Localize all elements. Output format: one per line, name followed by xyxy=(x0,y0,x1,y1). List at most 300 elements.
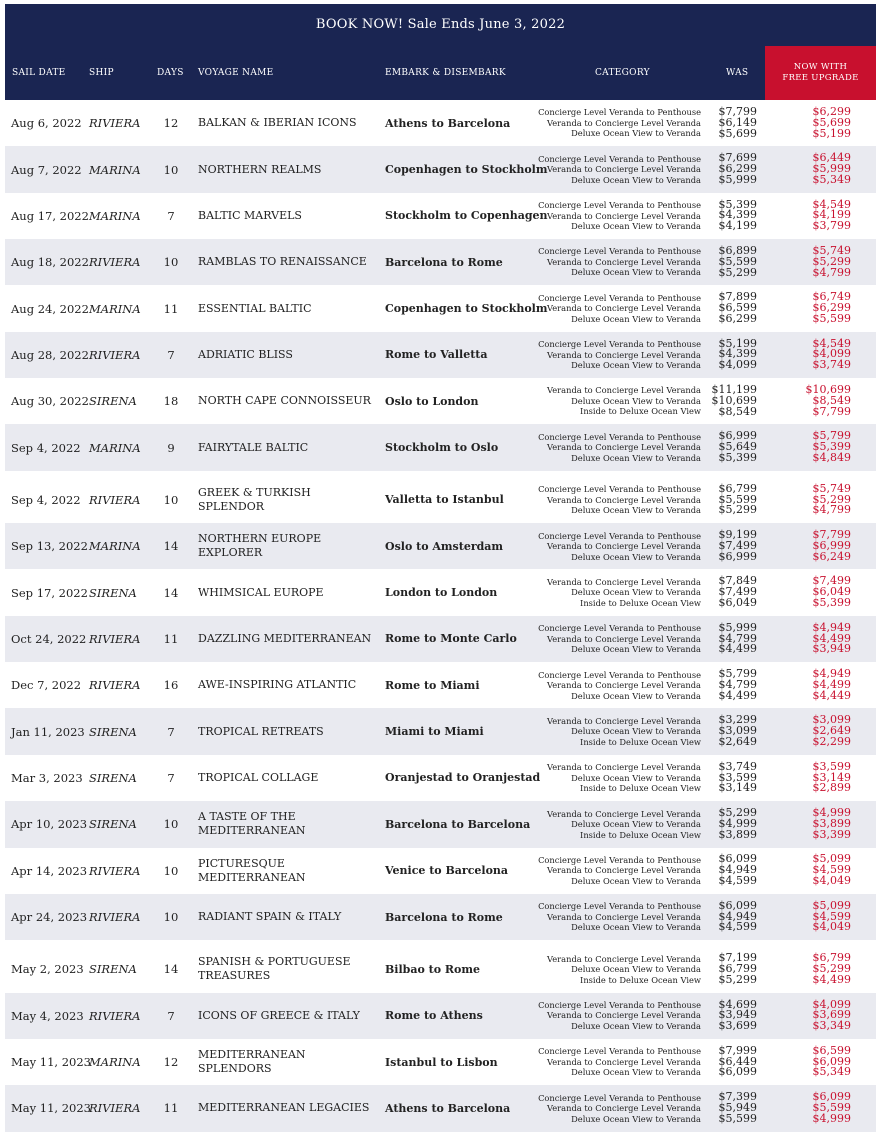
category-line: Deluxe Ocean View to Veranda xyxy=(571,587,701,598)
voyage-days: 11 xyxy=(163,631,179,646)
was-price-list xyxy=(701,801,757,847)
category-line: Concierge Level Veranda to Penthouse xyxy=(538,901,701,912)
now-price: $4,499 xyxy=(812,677,851,691)
now-price: $5,099 xyxy=(812,898,851,912)
was-price: $7,999 xyxy=(718,1043,757,1057)
ship-name: SIRENA xyxy=(89,724,137,739)
now-price: $6,299 xyxy=(812,301,851,315)
category-line: Deluxe Ocean View to Veranda xyxy=(571,174,701,185)
header-voyage-name: VOYAGE NAME xyxy=(198,68,274,78)
embark-disembark: Oslo to London xyxy=(385,394,479,408)
was-price-list xyxy=(701,477,757,523)
was-price: $6,599 xyxy=(718,301,757,315)
was-price: $6,999 xyxy=(718,429,757,443)
ship-name: RIVIERA xyxy=(89,492,141,507)
now-price-list xyxy=(795,1039,851,1085)
was-price: $6,899 xyxy=(718,244,757,257)
voyage-days: 7 xyxy=(167,1008,175,1023)
now-price: $4,599 xyxy=(812,909,851,923)
category-line: Deluxe Ocean View to Veranda xyxy=(571,505,701,516)
was-price-list xyxy=(701,569,757,615)
table-row xyxy=(5,708,876,754)
was-price: $7,199 xyxy=(718,951,757,965)
header-embark: EMBARK & DISEMBARK xyxy=(385,68,506,78)
was-price: $3,899 xyxy=(718,827,757,841)
category-list xyxy=(505,1085,701,1131)
voyage-days: 10 xyxy=(163,817,179,832)
now-price: $5,299 xyxy=(812,492,851,506)
table-row xyxy=(5,146,876,192)
table-row xyxy=(5,569,876,615)
was-price: $5,599 xyxy=(718,254,757,268)
now-price: $6,049 xyxy=(812,585,851,599)
now-price: $8,549 xyxy=(812,393,851,407)
category-line: Concierge Level Veranda to Penthouse xyxy=(538,669,701,680)
ship-name: RIVIERA xyxy=(89,347,141,362)
category-line: Concierge Level Veranda to Penthouse xyxy=(538,339,701,350)
was-price: $9,199 xyxy=(718,528,757,542)
category-line: Veranda to Concierge Level Veranda xyxy=(547,633,701,644)
now-price: $3,599 xyxy=(812,759,851,773)
voyage-days: 7 xyxy=(167,724,175,739)
was-price-list xyxy=(701,894,757,940)
voyage-name: NORTHERN EUROPE EXPLORER xyxy=(198,532,322,560)
header-ship: SHIP xyxy=(89,68,114,78)
ship-name: MARINA xyxy=(89,162,141,177)
was-price: $4,799 xyxy=(718,631,757,645)
voyage-days: 11 xyxy=(163,301,179,316)
was-price: $5,299 xyxy=(718,806,757,820)
was-price: $6,099 xyxy=(718,898,757,912)
voyage-name: RADIANT SPAIN & ITALY xyxy=(198,910,342,924)
category-line: Deluxe Ocean View to Veranda xyxy=(571,1067,701,1078)
was-price: $5,999 xyxy=(718,172,757,186)
now-price-list xyxy=(795,378,851,424)
was-price-list xyxy=(701,378,757,424)
now-price: $4,999 xyxy=(812,1111,851,1125)
category-line: Veranda to Concierge Level Veranda xyxy=(547,303,701,314)
voyage-name: WHIMSICAL EUROPE xyxy=(198,585,324,599)
category-list xyxy=(505,332,701,378)
voyage-days: 18 xyxy=(163,394,179,409)
was-price-list xyxy=(701,708,757,754)
category-line: Veranda to Concierge Level Veranda xyxy=(547,385,701,396)
was-price: $3,299 xyxy=(718,713,757,727)
was-price: $5,199 xyxy=(718,336,757,350)
sail-date: Aug 18, 2022 xyxy=(11,255,89,270)
was-price: $6,799 xyxy=(718,961,757,975)
sail-date: Aug 28, 2022 xyxy=(11,347,89,362)
embark-disembark: Rome to Miami xyxy=(385,678,480,692)
was-price: $4,499 xyxy=(718,688,757,702)
now-price-list xyxy=(795,100,851,146)
now-price: $6,749 xyxy=(812,290,851,304)
was-price-list xyxy=(701,146,757,192)
category-list xyxy=(505,894,701,940)
now-price: $2,299 xyxy=(812,735,851,749)
was-price-list xyxy=(701,616,757,662)
sail-date: May 4, 2023 xyxy=(11,1008,84,1023)
category-line: Concierge Level Veranda to Penthouse xyxy=(538,153,701,164)
embark-disembark: Bilbao to Rome xyxy=(385,962,481,976)
now-price: $3,149 xyxy=(812,770,851,784)
now-price: $4,099 xyxy=(812,347,851,361)
voyage-name: BALTIC MARVELS xyxy=(198,208,302,222)
sail-date: Aug 6, 2022 xyxy=(11,116,82,131)
was-price: $2,649 xyxy=(718,735,757,749)
table-row xyxy=(5,193,876,239)
was-price: $4,799 xyxy=(718,677,757,691)
ship-name: MARINA xyxy=(89,208,141,223)
voyage-days: 10 xyxy=(163,863,179,878)
voyage-days: 14 xyxy=(163,585,179,600)
table-row xyxy=(5,1085,876,1131)
voyage-name: BALKAN & IBERIAN ICONS xyxy=(198,116,357,130)
category-list xyxy=(505,285,701,331)
now-price: $6,249 xyxy=(812,549,851,563)
category-line: Inside to Deluxe Ocean View xyxy=(580,736,701,747)
category-line: Concierge Level Veranda to Penthouse xyxy=(538,107,701,118)
sail-date: Apr 14, 2023 xyxy=(11,863,88,878)
now-price: $3,699 xyxy=(812,1008,851,1022)
sail-date: Dec 7, 2022 xyxy=(11,678,82,693)
now-price: $4,849 xyxy=(812,450,851,464)
was-price: $4,599 xyxy=(718,920,757,934)
was-price: $6,449 xyxy=(718,1054,757,1068)
voyage-days: 11 xyxy=(163,1101,179,1116)
was-price-list xyxy=(701,1039,757,1085)
embark-disembark: London to London xyxy=(385,586,498,600)
voyage-rows xyxy=(5,100,876,1132)
ship-name: MARINA xyxy=(89,539,141,554)
ship-name: SIRENA xyxy=(89,394,137,409)
embark-disembark: Oslo to Amsterdam xyxy=(385,539,504,553)
category-line: Veranda to Concierge Level Veranda xyxy=(547,494,701,505)
embark-disembark: Copenhagen to Stockholm xyxy=(385,302,548,316)
embark-disembark: Athens to Barcelona xyxy=(385,116,511,130)
now-price: $4,099 xyxy=(812,997,851,1011)
sail-date: Sep 4, 2022 xyxy=(11,492,81,507)
ship-name: MARINA xyxy=(89,440,141,455)
sail-date: May 2, 2023 xyxy=(11,962,84,977)
voyage-days: 7 xyxy=(167,347,175,362)
header-was: WAS xyxy=(726,68,749,78)
table-row xyxy=(5,616,876,662)
now-price-list xyxy=(795,193,851,239)
now-price-list xyxy=(795,946,851,992)
category-line: Inside to Deluxe Ocean View xyxy=(580,829,701,840)
now-price-list xyxy=(795,894,851,940)
now-price: $6,449 xyxy=(812,151,851,165)
now-price-list xyxy=(795,146,851,192)
price-sheet xyxy=(5,4,876,1132)
sail-date: Apr 24, 2023 xyxy=(11,910,88,925)
voyage-name: GREEK & TURKISH SPLENDOR xyxy=(198,485,311,513)
category-line: Veranda to Concierge Level Veranda xyxy=(547,1010,701,1021)
category-line: Veranda to Concierge Level Veranda xyxy=(547,953,701,964)
category-line: Deluxe Ocean View to Veranda xyxy=(571,922,701,933)
was-price: $4,949 xyxy=(718,909,757,923)
now-price-list xyxy=(795,285,851,331)
category-list xyxy=(505,193,701,239)
now-price: $4,799 xyxy=(812,503,851,517)
was-price: $5,799 xyxy=(718,667,757,681)
category-list xyxy=(505,477,701,523)
now-price: $4,799 xyxy=(812,265,851,279)
was-price: $7,699 xyxy=(718,151,757,165)
was-price: $5,299 xyxy=(718,265,757,279)
ship-name: RIVIERA xyxy=(89,863,141,878)
was-price-list xyxy=(701,332,757,378)
ship-name: SIRENA xyxy=(89,962,137,977)
category-line: Veranda to Concierge Level Veranda xyxy=(547,680,701,691)
table-row xyxy=(5,523,876,569)
was-price-list xyxy=(701,239,757,285)
voyage-name: TROPICAL RETREATS xyxy=(198,724,324,738)
was-price: $4,199 xyxy=(718,219,757,233)
was-price: $4,999 xyxy=(718,816,757,830)
was-price: $6,099 xyxy=(718,852,757,866)
table-row xyxy=(5,755,876,801)
was-price: $6,299 xyxy=(718,311,757,325)
now-price: $3,899 xyxy=(812,816,851,830)
category-line: Veranda to Concierge Level Veranda xyxy=(547,117,701,128)
sail-date: Apr 10, 2023 xyxy=(11,817,88,832)
sail-date: Sep 17, 2022 xyxy=(11,585,88,600)
category-line: Veranda to Concierge Level Veranda xyxy=(547,541,701,552)
category-line: Veranda to Concierge Level Veranda xyxy=(547,349,701,360)
embark-disembark: Barcelona to Rome xyxy=(385,910,503,924)
now-price: $10,699 xyxy=(805,383,851,397)
now-price-list xyxy=(795,477,851,523)
voyage-name: MEDITERRANEAN SPLENDORS xyxy=(198,1048,306,1076)
voyage-name: ESSENTIAL BALTIC xyxy=(198,301,312,315)
voyage-name: NORTH CAPE CONNOISSEUR xyxy=(198,394,371,408)
was-price: $7,899 xyxy=(718,290,757,304)
was-price: $5,599 xyxy=(718,492,757,506)
header-now-line2: FREE UPGRADE xyxy=(782,73,859,83)
was-price-list xyxy=(701,100,757,146)
now-price: $6,099 xyxy=(812,1090,851,1104)
sail-date: Aug 24, 2022 xyxy=(11,301,89,316)
category-line: Concierge Level Veranda to Penthouse xyxy=(538,623,701,634)
now-price: $4,949 xyxy=(812,620,851,634)
category-line: Deluxe Ocean View to Veranda xyxy=(571,452,701,463)
was-price: $6,049 xyxy=(718,596,757,609)
header-now-with-free-upgrade xyxy=(765,46,876,100)
now-price: $4,549 xyxy=(812,197,851,211)
now-price-list xyxy=(795,424,851,470)
category-line: Concierge Level Veranda to Penthouse xyxy=(538,200,701,211)
now-price: $5,199 xyxy=(812,126,851,140)
now-price: $5,999 xyxy=(812,162,851,176)
now-price: $7,799 xyxy=(812,404,851,418)
category-line: Deluxe Ocean View to Veranda xyxy=(571,551,701,562)
ship-name: SIRENA xyxy=(89,770,137,785)
voyage-name: A TASTE OF THE MEDITERRANEAN xyxy=(198,810,306,838)
now-price: $5,599 xyxy=(812,311,851,325)
category-line: Veranda to Concierge Level Veranda xyxy=(547,164,701,175)
now-price: $4,449 xyxy=(812,688,851,702)
now-price-list xyxy=(795,239,851,285)
header-days: DAYS xyxy=(157,68,184,78)
sail-date: Sep 13, 2022 xyxy=(11,539,88,554)
table-row xyxy=(5,332,876,378)
now-price-list xyxy=(795,993,851,1039)
voyage-name: PICTURESQUE MEDITERRANEAN xyxy=(198,856,306,884)
embark-disembark: Copenhagen to Stockholm xyxy=(385,163,548,177)
was-price: $5,599 xyxy=(718,1111,757,1125)
embark-disembark: Istanbul to Lisbon xyxy=(385,1055,498,1069)
category-line: Veranda to Concierge Level Veranda xyxy=(547,715,701,726)
category-line: Veranda to Concierge Level Veranda xyxy=(547,911,701,922)
category-list xyxy=(505,569,701,615)
was-price-list xyxy=(701,993,757,1039)
category-list xyxy=(505,993,701,1039)
now-price: $4,499 xyxy=(812,972,851,986)
voyage-days: 7 xyxy=(167,770,175,785)
embark-disembark: Rome to Valletta xyxy=(385,348,488,362)
embark-disembark: Barcelona to Barcelona xyxy=(385,817,531,831)
was-price-list xyxy=(701,662,757,708)
was-price: $4,099 xyxy=(718,358,757,372)
embark-disembark: Venice to Barcelona xyxy=(385,864,509,878)
now-price: $5,749 xyxy=(812,244,851,257)
was-price: $3,749 xyxy=(718,759,757,773)
embark-disembark: Rome to Athens xyxy=(385,1009,483,1023)
now-price: $3,799 xyxy=(812,219,851,233)
table-row xyxy=(5,801,876,847)
voyage-name: NORTHERN REALMS xyxy=(198,162,322,176)
sail-date: Sep 4, 2022 xyxy=(11,440,81,455)
was-price: $4,399 xyxy=(718,347,757,361)
now-price-list xyxy=(795,755,851,801)
category-line: Deluxe Ocean View to Veranda xyxy=(571,313,701,324)
now-price: $3,349 xyxy=(812,1019,851,1033)
was-price: $6,999 xyxy=(718,549,757,563)
voyage-days: 16 xyxy=(163,678,179,693)
was-price: $6,149 xyxy=(718,115,757,129)
ship-name: RIVIERA xyxy=(89,1008,141,1023)
table-row xyxy=(5,894,876,940)
voyage-name: SPANISH & PORTUGUESE TREASURES xyxy=(198,955,351,983)
now-price-list xyxy=(795,848,851,894)
now-price: $6,099 xyxy=(812,1054,851,1068)
category-line: Veranda to Concierge Level Veranda xyxy=(547,210,701,221)
category-line: Deluxe Ocean View to Veranda xyxy=(571,644,701,655)
now-price: $4,199 xyxy=(812,208,851,222)
ship-name: RIVIERA xyxy=(89,631,141,646)
category-list xyxy=(505,1039,701,1085)
was-price: $7,799 xyxy=(718,104,757,118)
category-line: Deluxe Ocean View to Veranda xyxy=(571,267,701,278)
embark-disembark: Oranjestad to Oranjestad xyxy=(385,771,541,785)
now-price: $4,049 xyxy=(812,874,851,888)
was-price: $5,399 xyxy=(718,450,757,464)
category-list xyxy=(505,146,701,192)
voyage-days: 12 xyxy=(163,1055,179,1070)
now-price: $3,749 xyxy=(812,358,851,372)
category-line: Concierge Level Veranda to Penthouse xyxy=(538,246,701,257)
category-line: Deluxe Ocean View to Veranda xyxy=(571,819,701,830)
category-line: Deluxe Ocean View to Veranda xyxy=(571,690,701,701)
now-price: $5,399 xyxy=(812,596,851,609)
category-line: Deluxe Ocean View to Veranda xyxy=(571,726,701,737)
category-line: Veranda to Concierge Level Veranda xyxy=(547,1103,701,1114)
now-price: $5,299 xyxy=(812,254,851,268)
now-price: $6,599 xyxy=(812,1043,851,1057)
ship-name: RIVIERA xyxy=(89,678,141,693)
voyage-name: ICONS OF GREECE & ITALY xyxy=(198,1008,360,1022)
category-line: Deluxe Ocean View to Veranda xyxy=(571,395,701,406)
was-price-list xyxy=(701,946,757,992)
category-line: Deluxe Ocean View to Veranda xyxy=(571,875,701,886)
was-price: $7,849 xyxy=(718,574,757,588)
voyage-name: DAZZLING MEDITERRANEAN xyxy=(198,631,372,645)
voyage-days: 10 xyxy=(163,492,179,507)
category-list xyxy=(505,662,701,708)
now-price: $4,949 xyxy=(812,667,851,681)
was-price-list xyxy=(701,848,757,894)
category-line: Deluxe Ocean View to Veranda xyxy=(571,128,701,139)
category-line: Deluxe Ocean View to Veranda xyxy=(571,1113,701,1124)
ship-name: RIVIERA xyxy=(89,116,141,131)
now-price: $7,499 xyxy=(812,574,851,588)
was-price-list xyxy=(701,285,757,331)
voyage-days: 10 xyxy=(163,162,179,177)
was-price: $6,299 xyxy=(718,162,757,176)
sail-date: Oct 24, 2022 xyxy=(11,631,87,646)
voyage-name: AWE-INSPIRING ATLANTIC xyxy=(198,678,357,692)
now-price: $5,099 xyxy=(812,852,851,866)
was-price: $5,399 xyxy=(718,197,757,211)
ship-name: RIVIERA xyxy=(89,1101,141,1116)
now-price: $4,049 xyxy=(812,920,851,934)
voyage-name: MEDITERRANEAN LEGACIES xyxy=(198,1101,370,1115)
ship-name: MARINA xyxy=(89,301,141,316)
table-row xyxy=(5,285,876,331)
was-price-list xyxy=(701,424,757,470)
now-price: $5,399 xyxy=(812,440,851,454)
was-price: $4,399 xyxy=(718,208,757,222)
header-now-line1: NOW WITH xyxy=(793,62,848,72)
now-price: $3,099 xyxy=(812,713,851,727)
category-line: Inside to Deluxe Ocean View xyxy=(580,783,701,794)
voyage-name: RAMBLAS TO RENAISSANCE xyxy=(198,255,367,269)
category-list xyxy=(505,239,701,285)
category-line: Inside to Deluxe Ocean View xyxy=(580,974,701,985)
now-price: $7,799 xyxy=(812,528,851,542)
now-price: $5,749 xyxy=(812,481,851,495)
category-list xyxy=(505,378,701,424)
was-price: $7,399 xyxy=(718,1090,757,1104)
now-price: $6,299 xyxy=(812,104,851,118)
now-price-list xyxy=(795,662,851,708)
embark-disembark: Miami to Miami xyxy=(385,725,484,739)
category-list xyxy=(505,755,701,801)
category-line: Concierge Level Veranda to Penthouse xyxy=(538,854,701,865)
category-line: Concierge Level Veranda to Penthouse xyxy=(538,1092,701,1103)
was-price: $6,799 xyxy=(718,481,757,495)
sail-date: Aug 7, 2022 xyxy=(11,162,82,177)
now-price: $5,799 xyxy=(812,429,851,443)
now-price: $4,499 xyxy=(812,631,851,645)
was-price: $3,949 xyxy=(718,1008,757,1022)
category-line: Concierge Level Veranda to Penthouse xyxy=(538,530,701,541)
sail-date: Aug 17, 2022 xyxy=(11,208,89,223)
category-line: Inside to Deluxe Ocean View xyxy=(580,597,701,608)
voyage-days: 12 xyxy=(163,116,179,131)
